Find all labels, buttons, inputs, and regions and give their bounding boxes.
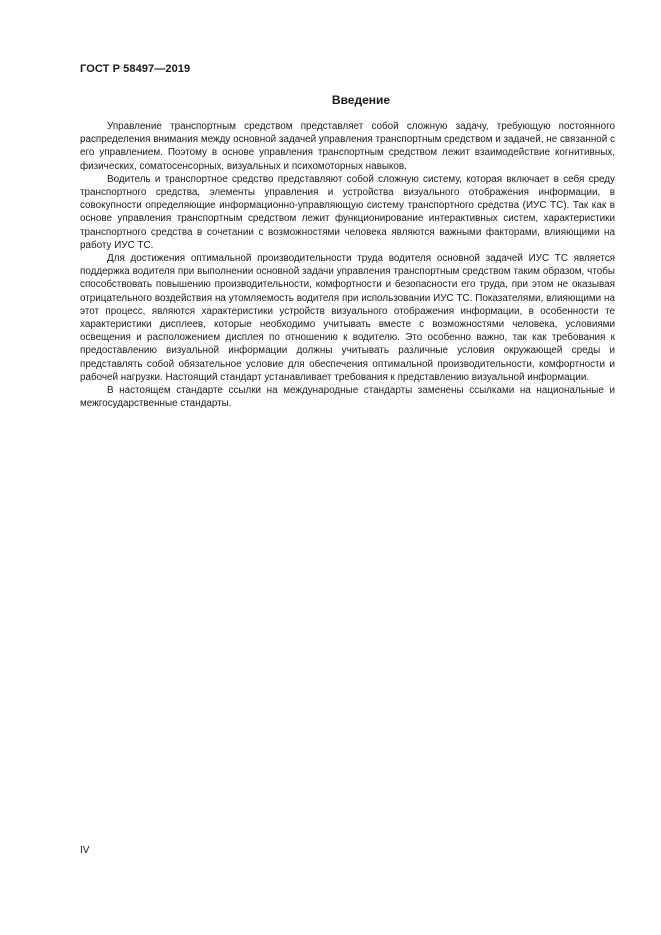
paragraph: В настоящем стандарте ссылки на международные стандарты заменены ссылками на национальные и межгосударственные стандарты. bbox=[80, 385, 615, 410]
page-number: IV bbox=[80, 845, 90, 856]
paragraph: Управление транспортным средством представляет собой сложную задачу, требующую постоянного распределения внимания между основной задачей управления транспортным средством и задачей, не связанной с его управлением. Поэтому в основе управления транспортным средством лежит взаимодействие когнитивных, физических, соматосенсорных, визуальных и психомоторных навыков. bbox=[80, 121, 615, 172]
paragraph: Для достижения оптимальной производительности труда водителя основной задачей ИУС ТС является поддержка водителя при выполнении основной задачи управления транспортным средством таким образом, чтобы способствовать повышению производительности, комфортности и безопасности его труда, при этом не оказывая отрицательного воздействия на утомляемость водителя при использовании ИУС ТС. Показателями, влияющими на этот процесс, являются характеристики устройств визуального отображения информации, в особенности те характеристики дисплеев, которые необходимо учитывать вместе с возможностями человека, условиями освещения и расположением дисплея по отношению к водителю. Это особенно важно, так как требования к предоставлению визуальной информации должны учитывать различные условия окружающей среды и представлять собой обязательное условие для обеспечения оптимальной производительности, комфортности и рабочей нагрузки. Настоящий стандарт устанавливает требования к представлению визуальной информации. bbox=[80, 253, 615, 383]
body-text bbox=[80, 120, 615, 410]
section-title: Введение bbox=[331, 93, 391, 107]
document-code: ГОСТ Р 58497—2019 bbox=[80, 63, 191, 75]
paragraph: Водитель и транспортное средство представляют собой сложную систему, которая включает в себя среду транспортного средства, элементы управления и устройства визуального отображения информации, в совокупности определяющие информационно-управляющую систему транспортного средства (ИУС ТС). Так как в основе управления транспортным средством лежит функционирование интерактивных систем, характеристики транспортного средства в сочетании с возможностями человека являются важными факторами, влияющими на работу ИУС ТС. bbox=[80, 173, 615, 251]
